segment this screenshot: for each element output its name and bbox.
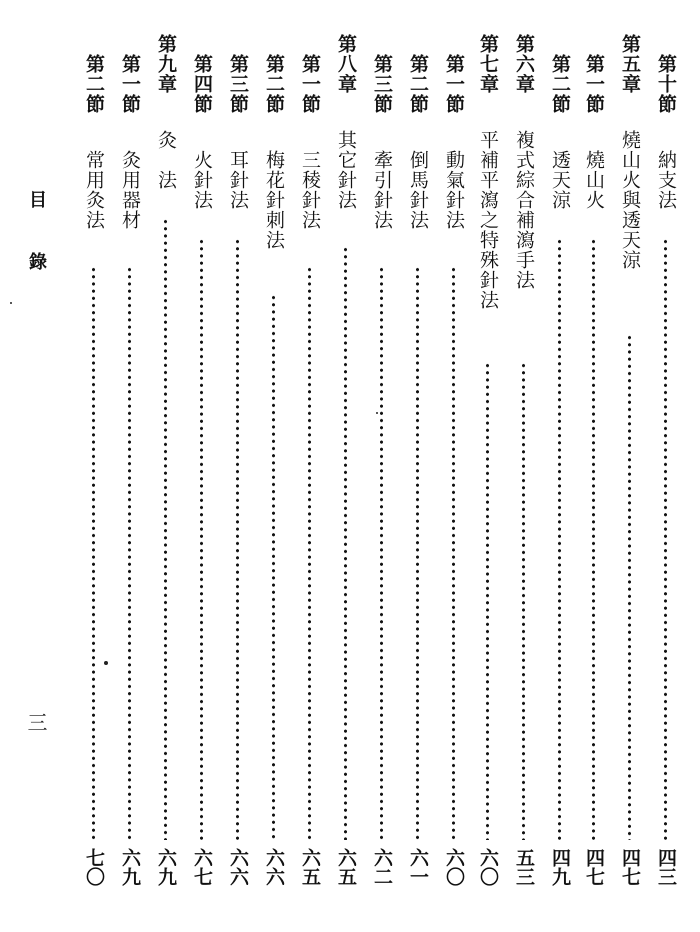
- toc-entry-page: 四三: [655, 848, 677, 886]
- toc-entry-title: 灸用器材: [119, 150, 141, 230]
- toc-entry-heading: 第一節: [583, 54, 605, 114]
- toc-entry: [546, 0, 574, 932]
- toc-entry-title: 燒山火與透天涼: [619, 130, 641, 270]
- toc-entry-title: 複式綜合補瀉手法: [513, 130, 535, 290]
- toc-entry-heading: 第二節: [407, 54, 429, 114]
- toc-entry: [224, 0, 252, 932]
- toc-entry: [580, 0, 608, 932]
- dot-leader: [663, 238, 668, 840]
- toc-entry-heading: 第三節: [227, 54, 249, 114]
- toc-entry-page: 七〇: [83, 848, 105, 886]
- toc-entry-heading: 第二節: [549, 54, 571, 114]
- toc-entry-heading: 第二節: [83, 54, 105, 114]
- dot-leader: [557, 238, 562, 840]
- toc-entry: [116, 0, 144, 932]
- toc-entry-page: 四七: [583, 848, 605, 886]
- toc-entry-heading: 第三節: [371, 54, 393, 114]
- toc-entry-title: 平補平瀉之特殊針法: [477, 130, 499, 310]
- toc-entry: [368, 0, 396, 932]
- toc-entry-page: 六五: [335, 848, 357, 886]
- page-section-title: 目錄: [26, 190, 47, 314]
- toc-entry: [80, 0, 108, 932]
- toc-entry-title: 常用灸法: [83, 150, 105, 230]
- toc-entry-heading: 第一節: [443, 54, 465, 114]
- toc-entry-title: 火針法: [191, 150, 213, 210]
- dot-leader: [307, 266, 312, 840]
- toc-entry-page: 六七: [191, 848, 213, 886]
- toc-entry: [188, 0, 216, 932]
- toc-entry-page: 四七: [619, 848, 641, 886]
- toc-entry-title: 透天涼: [549, 150, 571, 210]
- toc-entry-page: 六六: [227, 848, 249, 886]
- scan-speck: [376, 412, 378, 414]
- toc-entry-title: 燒山火: [583, 150, 605, 210]
- toc-entry-page: 六一: [407, 848, 429, 886]
- dot-leader: [271, 294, 276, 840]
- toc-entry-title: 納支法: [655, 150, 677, 210]
- dot-leader: [521, 362, 526, 840]
- dot-leader: [451, 266, 456, 840]
- toc-entry-title: 倒馬針法: [407, 150, 429, 230]
- dot-leader: [91, 266, 96, 840]
- toc-entry-page: 四九: [549, 848, 571, 886]
- toc-entry-page: 六〇: [443, 848, 465, 886]
- toc-entry-title: 牽引針法: [371, 150, 393, 230]
- toc-entry: [152, 0, 180, 932]
- toc-entry-heading: 第十節: [655, 54, 677, 114]
- toc-entry: [296, 0, 324, 932]
- dot-leader: [627, 334, 632, 840]
- toc-entry-page: 六〇: [477, 848, 499, 886]
- dot-leader: [199, 238, 204, 840]
- scan-speck: [10, 302, 12, 304]
- toc-entry: [510, 0, 538, 932]
- toc-entry-title: 動氣針法: [443, 150, 465, 230]
- toc-entry-title: 三稜針法: [299, 150, 321, 230]
- toc-entry-heading: 第四節: [191, 54, 213, 114]
- toc-entry: [652, 0, 680, 932]
- dot-leader: [485, 362, 490, 840]
- dot-leader: [163, 218, 168, 840]
- toc-entry-page: 六九: [119, 848, 141, 886]
- dot-leader: [343, 246, 348, 840]
- toc-entry: [332, 0, 360, 932]
- toc-entry: [474, 0, 502, 932]
- toc-entry: [616, 0, 644, 932]
- toc-entry-page: 六二: [371, 848, 393, 886]
- toc-entry-heading: 第一節: [299, 54, 321, 114]
- toc-entry: [404, 0, 432, 932]
- toc-entry-page: 六五: [299, 848, 321, 886]
- toc-entry-title: 梅花針刺法: [263, 150, 285, 250]
- toc-entry-title: 耳針法: [227, 150, 249, 210]
- toc-entry-heading: 第五章: [619, 34, 641, 94]
- toc-entry: [440, 0, 468, 932]
- toc-entry-heading: 第六章: [513, 34, 535, 94]
- toc-entry-heading: 第八章: [335, 34, 357, 94]
- dot-leader: [415, 266, 420, 840]
- toc-entry-heading: 第一節: [119, 54, 141, 114]
- toc-entry-page: 六六: [263, 848, 285, 886]
- toc-entry-title: 灸 法: [155, 130, 177, 190]
- dot-leader: [127, 266, 132, 840]
- toc-entry: [260, 0, 288, 932]
- toc-entry-page: 五三: [513, 848, 535, 886]
- toc-entry-heading: 第二節: [263, 54, 285, 114]
- toc-entry-page: 六九: [155, 848, 177, 886]
- page-folio: 三: [24, 712, 48, 732]
- toc-entry-title: 其它針法: [335, 130, 357, 210]
- toc-entry-heading: 第七章: [477, 34, 499, 94]
- dot-leader: [591, 238, 596, 840]
- scan-speck: [104, 661, 108, 665]
- toc-entry-heading: 第九章: [155, 34, 177, 94]
- dot-leader: [235, 238, 240, 840]
- dot-leader: [379, 266, 384, 840]
